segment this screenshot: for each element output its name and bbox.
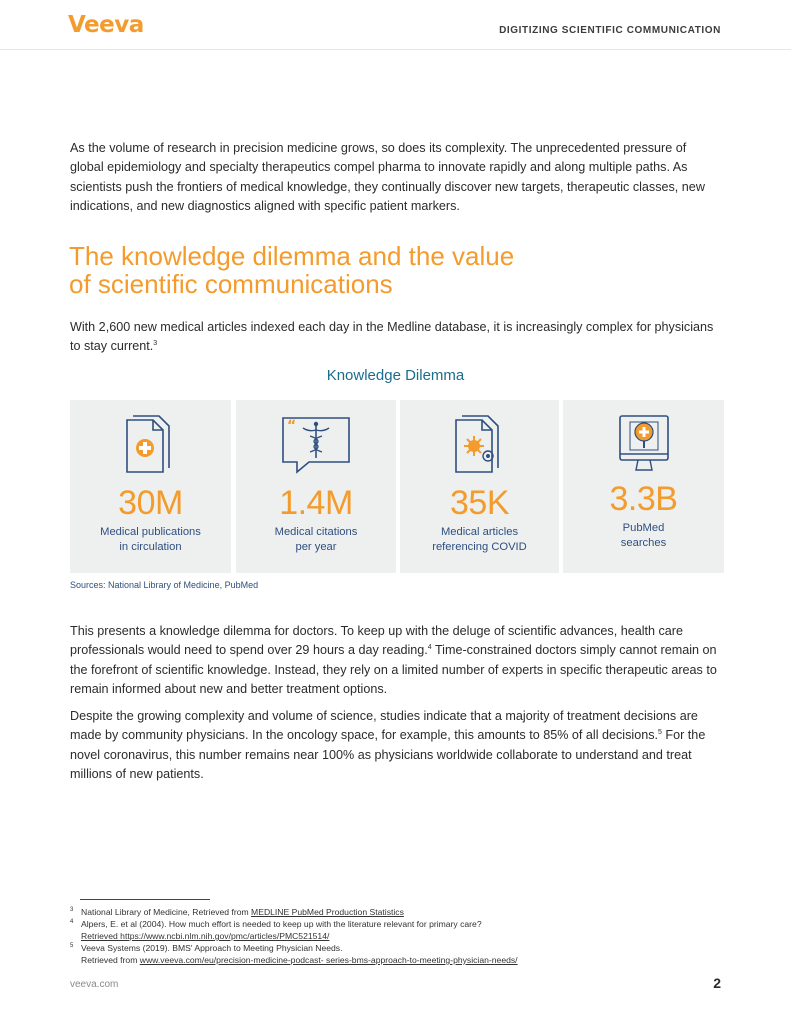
heading-line-1: The knowledge dilemma and the value: [69, 241, 515, 271]
intro-paragraph: As the volume of research in precision medicine grows, so does its complexity. The unprecedented pressure of global epidemiology and specialty therapeutics compel pharma to innovate rapidly and along multiple paths. As scientists push the frontiers of medical knowledge, they continually discover new targets, therapeutic classes, new indications, and new diagnostics aligned with specific patient markers.: [70, 141, 705, 213]
body-paragraph-2: [70, 707, 722, 784]
footnotes: [70, 906, 730, 966]
section-heading: [69, 242, 514, 298]
footnote-item: [70, 906, 730, 918]
lead-paragraph: [70, 318, 722, 357]
heading-line-2: of scientific communications: [69, 269, 393, 299]
footnote-link[interactable]: www.veeva.com/eu/precision-medicine-podcast- series-bms-approach-to-meeting-physician-needs/: [139, 955, 518, 965]
stat-card-covid: [400, 400, 559, 573]
stat-label-line2: in circulation: [119, 541, 182, 553]
stat-value: 1.4M: [279, 484, 353, 522]
footnote-number: 4: [70, 919, 74, 925]
stat-card-citations: [236, 400, 396, 573]
stat-label-line1: Medical articles: [440, 526, 519, 538]
stat-label: [563, 521, 724, 551]
stat-value: 3.3B: [609, 480, 678, 518]
stat-value: 35K: [450, 484, 509, 522]
footnote-item: [70, 918, 730, 942]
footnote-ref[interactable]: 4: [427, 644, 432, 652]
stat-value: 30M: [118, 484, 183, 522]
stat-label-line1: Medical citations: [274, 526, 358, 538]
footnote-ref[interactable]: 5: [658, 729, 662, 737]
page-number: 2: [713, 975, 721, 991]
stat-label-line2: searches: [620, 537, 667, 549]
p2-text-b: For the novel coronavirus, this number remains near 100% as physicians worldwide collaborate to understand and treat millions of new patients.: [70, 728, 706, 781]
monitor-search-icon: [616, 412, 672, 481]
body-paragraph-1: [70, 622, 722, 699]
lead-text: With 2,600 new medical articles indexed each day in the Medline database, it is increasingly complex for physicians to stay current.: [70, 320, 714, 354]
p2-text-a: Despite the growing complexity and volume of science, studies indicate that a majority of treatment decisions are made by community physicians. In the oncology space, for example, this amounts to 85% of all decisions.: [70, 709, 698, 743]
footnote-ref[interactable]: 3: [153, 340, 158, 348]
footnote-text: National Library of Medicine, Retrieved from: [81, 907, 252, 917]
stat-card-searches: [563, 400, 724, 573]
footnote-item: [70, 942, 730, 966]
footnote-text: Alpers, E. et al (2004). How much effort is needed to keep up with the literature relevant for primary care?: [81, 919, 482, 929]
svg-text:“: “: [287, 418, 297, 434]
p1-text-a: This presents a knowledge dilemma for doctors. To keep up with the deluge of scientific advances, health care professionals would need to spend over 29 hours a day reading.: [70, 624, 684, 658]
p1-text-b: Time-constrained doctors simply cannot remain on the forefront of scientific knowledge. Instead, they rely on a limited number of experts in specific therapeutic areas to remain informed about new and better treatment options.: [70, 643, 717, 696]
footnote-divider: [80, 899, 210, 900]
stat-label-line1: Medical publications: [100, 526, 201, 538]
footnote-link[interactable]: MEDLINE PubMed Production Statistics: [251, 907, 404, 917]
stat-label-line1: PubMed: [622, 522, 665, 534]
stat-label: [400, 525, 559, 555]
caduceus-quote-icon: [279, 412, 353, 481]
stat-label-line2: referencing COVID: [432, 541, 527, 553]
footnote-text-2: Retrieved from: [81, 955, 140, 965]
page-header: [0, 0, 791, 50]
header-title: DIGITIZING SCIENTIFIC COMMUNICATION: [499, 25, 721, 36]
footnote-link[interactable]: Retrieved https://www.ncbi.nlm.nih.gov/pmc/articles/PMC521514/: [81, 931, 330, 941]
veeva-logo[interactable]: Veeva: [68, 12, 144, 38]
footnote-number: 5: [70, 943, 74, 949]
footnote-number: 3: [70, 907, 74, 913]
footer-url[interactable]: veeva.com: [70, 979, 119, 990]
stat-card-publications: [70, 400, 231, 573]
infographic-title: Knowledge Dilemma: [326, 367, 465, 384]
stat-label-line2: per year: [295, 541, 337, 553]
document-plus-icon: [123, 412, 179, 483]
footnote-text: Veeva Systems (2019). BMS' Approach to Meeting Physician Needs.: [81, 943, 343, 953]
sources-note: Sources: National Library of Medicine, PubMed: [70, 580, 259, 590]
stat-label: [70, 525, 231, 555]
document-virus-icon: [452, 412, 508, 483]
stat-label: [236, 525, 396, 555]
